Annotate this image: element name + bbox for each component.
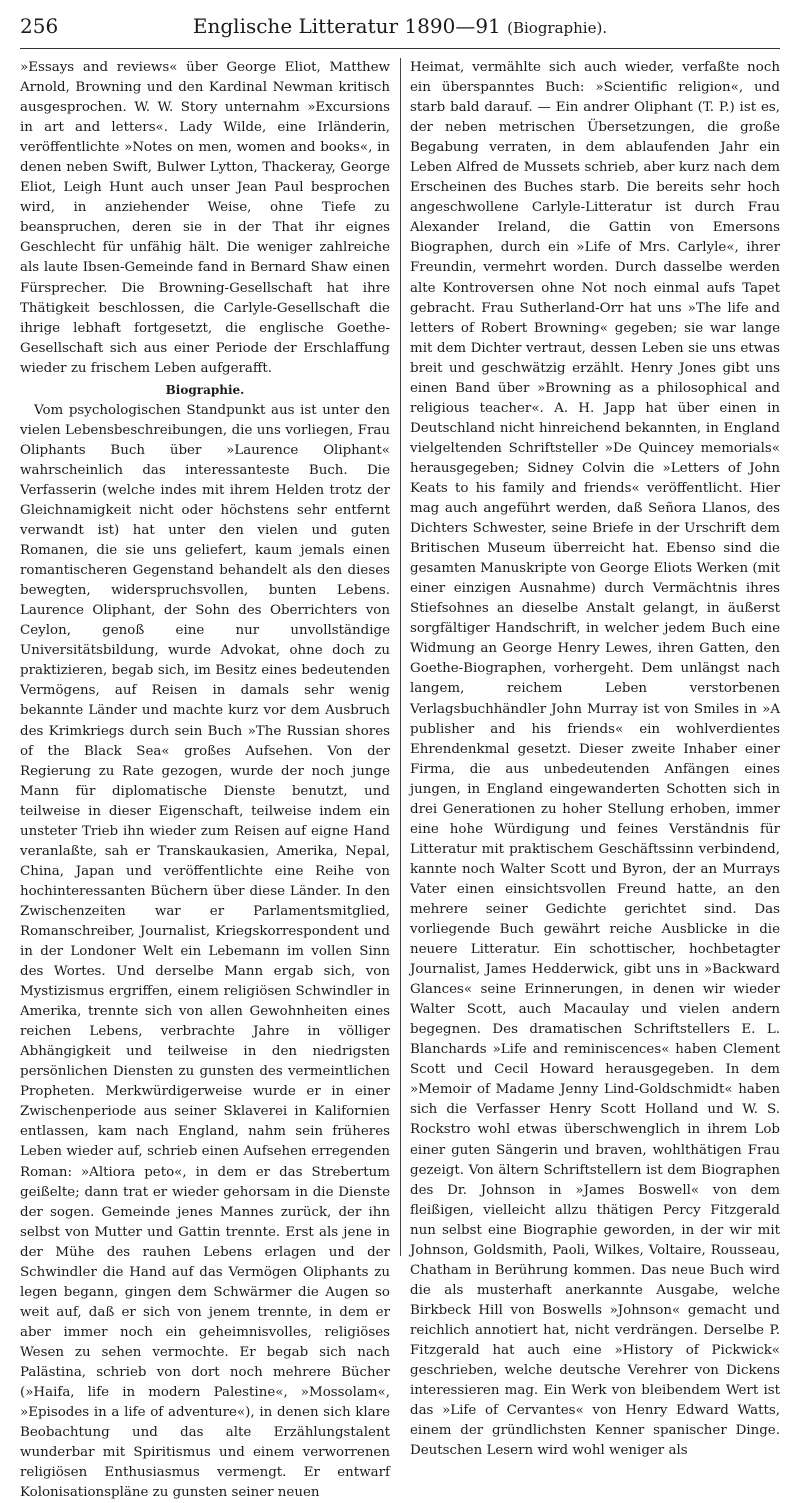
right-column bbox=[410, 58, 780, 1459]
page-number: 256 bbox=[20, 14, 59, 38]
book-page bbox=[20, 14, 780, 1501]
section-heading-biographie: Biographie. bbox=[165, 382, 245, 397]
column-divider bbox=[400, 58, 401, 1256]
running-title-text: Englische Litteratur 1890—91 bbox=[192, 14, 501, 38]
running-subtitle: (Biographie). bbox=[507, 19, 608, 37]
left-column bbox=[20, 58, 390, 1501]
running-title bbox=[80, 14, 780, 38]
right-paragraph-1: Heimat, vermählte sich auch wieder, verfaßte noch ein überspanntes Buch: »Scientific religion«, und starb bald darauf. — Ein andrer Oliphant (T. P.) ist es, der neben metrischen Übersetzungen, die große Begabung verraten, in dem ablaufenden Jahr ein Leben Alfred de Mussets schrieb, aber kurz nach dem Erscheinen des Buches starb. Die bereits sehr hoch angeschwollene Carlyle-Litteratur ist durch Frau Alexander Ireland, die Gattin von Emersons Biographen, durch ein »Life of Mrs. Carlyle«, ihrer Freundin, vermehrt worden. Durch dasselbe werden alte Kontroversen ohne Not noch einmal aufs Tapet gebracht. Frau Sutherland-Orr hat uns »The life and letters of Robert Browning« gegeben; sie war lange mit dem Dichter vertraut, dessen Leben sie uns etwas breit und geschwätzig erzählt. Henry Jones gibt uns einen Band über »Browning as a philosophical and religious teacher«. A. H. Japp hat über einen in Deutschland nicht hinreichend bekannten, in England vielgeltenden Schriftsteller »De Quincey memorials« herausgegeben; Sidney Colvin die »Letters of John Keats to his family and friends« veröffentlicht. Hier mag auch angeführt werden, daß Señora Llanos, des Dichters Schwester, seine Briefe in der Urschrift dem Britischen Museum überreicht hat. Ebenso sind die gesamten Manuskripte von George Eliots Werken (mit einer einzigen Ausnahme) durch Vermächtnis ihres Stiefsohnes an dieselbe Anstalt gelangt, in äußerst sorgfältiger Handschrift, in welcher jedem Buch eine Widmung an George Henry Lewes, ihren Gatten, den Goethe-Biographen, vorhergeht. Dem unlängst nach langem, reichem Leben verstorbenen Verlagsbuchhändler John Murray ist von Smiles in »A publisher and his friends« ein wohlverdientes Ehrendenkmal gesetzt. Dieser zweite Inhaber einer Firma, die aus unbedeutenden Anfängen eines jungen, in England eingewanderten Schotten sich in drei Generationen zu hoher Stellung erhoben, immer eine hohe Würdigung und feines Verständnis für Litteratur mit praktischem Geschäftssinn verbindend, kannte noch Walter Scott und Byron, der an Murrays Vater einen einsichtsvollen Freund hatte, an den mehrere seiner Gedichte gerichtet sind. Das vorliegende Buch gewährt reiche Ausblicke in die neuere Litteratur. Ein schottischer, hochbetagter Journalist, James Hedderwick, gibt uns in »Backward Glances« seine Erinnerungen, in denen wir wieder Walter Scott, auch Macaulay und vielen andern begegnen. Des dramatischen Schriftstellers E. L. Blanchards »Life and reminiscences« haben Clement Scott und Cecil Howard herausgegeben. In dem »Memoir of Madame Jenny Lind-Goldschmidt« haben sich die Verfasser Henry Scott Holland und W. S. Rockstro wohl etwas überschwenglich in ihrem Lob einer guten Sängerin und braven, wohlthätigen Frau gezeigt. Von ältern Schriftstellern ist dem Biographen des Dr. Johnson in »James Boswell« von dem fleißigen, vielleicht allzu thätigen Percy Fitzgerald nun selbst eine Biographie geworden, in der wir mit Johnson, Goldsmith, Paoli, Wilkes, Voltaire, Rousseau, Chatham in Berührung kommen. Das neue Buch wird die als musterhaft anerkannte Ausgabe, welche Birkbeck Hill von Boswells »Johnson« gemacht und reichlich annotiert hat, nicht verdrängen. Derselbe P. Fitzgerald hat auch eine »History of Pickwick« geschrieben, welche deutsche Verehrer von Dickens interessieren mag. Ein Werk von bleibendem Wert ist das »Life of Cervantes« von Henry Edward Watts, einem der gründlichsten Kenner spanischer Dinge. Deutschen Lesern wird wohl weniger als bbox=[410, 60, 780, 1459]
left-paragraph-1: »Essays and reviews« über George Eliot, Matthew Arnold, Browning und den Kardinal Newman kritisch ausgesprochen. W. W. Story unternahm »Excursions in art and letters«. Lady Wilde, eine Irländerin, veröffentlichte »Notes on men, women and books«, in denen neben Swift, Bulwer Lytton, Thackeray, George Eliot, Leigh Hunt auch unser Jean Paul besprochen wird, in anziehender Weise, ohne Tiefe zu beanspruchen, deren sie in der That ihr eignes Geschlecht für unfähig hält. Die weniger zahlreiche als laute Ibsen-Gemeinde fand in Bernard Shaw einen Fürsprecher. Die Browning-Gesellschaft hat ihre Thätigkeit beschlossen, die Carlyle-Gesellschaft die ihrige lebhaft fortgesetzt, die englische Goethe-Gesellschaft sich aus einer Periode der Erschlaffung wieder zu frischem Leben aufgerafft. bbox=[20, 60, 390, 376]
left-paragraph-2: Vom psychologischen Standpunkt aus ist unter den vielen Lebensbeschreibungen, die uns vorliegen, Frau Oliphants Buch über »Laurence Oliphant« wahrscheinlich das interessanteste Buch. Die Verfasserin (welche indes mit ihrem Helden trotz der Gleichnamigkeit nicht oder höchstens sehr entfernt verwandt ist) hat unter den vielen und guten Romanen, die sie uns geliefert, kaum jemals einen romantischeren Gegenstand behandelt als den dieses bewegten, widerspruchsvollen, bunten Lebens. Laurence Oliphant, der Sohn des Oberrichters von Ceylon, genoß eine nur unvollständige Universitätsbildung, wurde Advokat, ohne doch zu praktizieren, begab sich, im Besitz eines bedeutenden Vermögens, auf Reisen in damals sehr wenig bekannte Länder und machte kurz vor dem Ausbruch des Krimkriegs durch sein Buch »The Russian shores of the Black Sea« großes Aufsehen. Von der Regierung zu Rate gezogen, wurde der noch junge Mann für diplomatische Dienste benutzt, und teilweise in dieser Eigenschaft, teilweise indem ein unsteter Trieb ihn wieder zum Reisen auf eigne Hand veranlaßte, sah er Transkaukasien, Amerika, Nepal, China, Japan und veröffentlichte eine Reihe von hochinteressanten Büchern über diese Länder. In den Zwischenzeiten war er Parlamentsmitglied, Romanschreiber, Journalist, Kriegskorrespondent und in der Londoner Welt ein Lebemann im vollen Sinn des Wortes. Und derselbe Mann ergab sich, von Mystizismus ergriffen, einem religiösen Schwindler in Amerika, trennte sich von allen Gewohnheiten eines reichen Lebens, verbrachte Jahre in völliger Abhängigkeit und teilweise in den niedrigsten persönlichen Diensten zu gunsten des vermeintlichen Propheten. Merkwürdigerweise wurde er in einer Zwischenperiode aus seiner Sklaverei in Kalifornien entlassen, kam nach England, nahm sein früheres Leben wieder auf, schrieb einen Aufsehen erregenden Roman: »Altiora peto«, in dem er das Strebertum geißelte; dann trat er wieder gehorsam in die Dienste der sogen. Gemeinde jenes Mannes zurück, der ihn selbst von Mutter und Gattin trennte. Erst als jene in der Mühe des rauhen Lebens erlagen und der Schwindler die Hand auf das Vermögen Oliphants zu legen begann, gingen dem Schwärmer die Augen so weit auf, daß er sich von jenem trennte, in dem er aber immer noch ein geheimnisvolles, religiöses Wesen zu sehen vermochte. Er begab sich nach Palästina, schrieb von dort noch mehrere Bücher (»Haifa, life in modern Palestine«, »Mossolam«, »Episodes in a life of adventure«), in denen sich klare Beobachtung und das alte Erzählungstalent wunderbar mit Spiritismus und einem verworrenen religiösen Enthusiasmus vermengt. Er entwarf Kolonisationspläne zu gunsten seiner neuen bbox=[20, 402, 390, 1501]
running-header bbox=[20, 14, 780, 49]
text-columns bbox=[20, 58, 780, 1501]
